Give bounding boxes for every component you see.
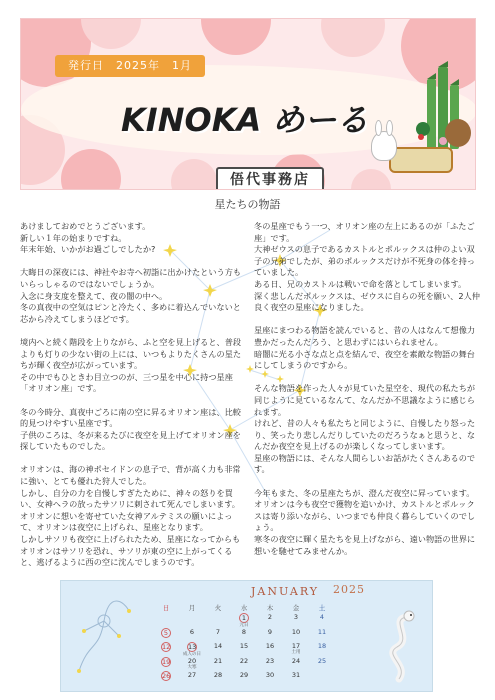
calendar-day-note: 土用 xyxy=(291,650,301,655)
calendar-day xyxy=(205,628,231,642)
calendar-weekday: 金 xyxy=(292,603,300,612)
calendar-weekday: 木 xyxy=(266,603,274,612)
article-paragraph: 星座にまつわる物語を読んでいると、昔の人はなんて想像力豊かだったんだろう、と思わずにはいられません。 暗闇に光る小さな点と点を結んで、夜空を素敵な物語の舞台にしてしまうのですから。 xyxy=(254,325,476,371)
calendar-weekday: 水 xyxy=(240,603,248,612)
article-paragraph: オリオンは、海の神ポセイドンの息子で、背が高く力も非常に強い、とても優れた狩人でした。 しかし、自分の力を自慢しすぎたために、神々の怒りを買い、女神ヘラの放ったサソリに刺されて死んでしまいます。 オリオンに想いを寄せていた女神アルテミスの願いによって、オリオンは夜空に上げられ、星座となります。 しかしサソリも夜空に上げられたため、星座になってからもオリオンはサソリを恐れ、サソリが東の空に上がってくると、逃げるように西の空に沈んでしまうのです。 xyxy=(20,464,241,568)
calendar-day-number: 9 xyxy=(267,628,273,636)
calendar-day-number: 8 xyxy=(241,628,247,636)
calendar-day-number: 16 xyxy=(265,642,275,650)
header-banner xyxy=(20,18,476,190)
calendar-day xyxy=(179,613,205,628)
calendar-day-number: 22 xyxy=(239,657,249,665)
calendar-day xyxy=(309,671,335,685)
calendar-year: 2025 xyxy=(333,583,365,596)
calendar-week-row xyxy=(153,628,335,642)
shop-name-plate: 俉代事務店 xyxy=(216,167,324,190)
calendar-day-number: 1 xyxy=(239,613,249,623)
calendar-grid xyxy=(153,601,335,685)
calendar-day-number: 2 xyxy=(267,613,273,621)
calendar-day-number: 19 xyxy=(162,658,171,666)
article-left-column xyxy=(20,221,246,580)
calendar-day-number: 5 xyxy=(161,628,171,638)
calendar-day xyxy=(153,628,179,642)
calendar-day xyxy=(283,628,309,642)
calendar-month: JANUARY xyxy=(251,585,320,598)
calendar-weekday: 土 xyxy=(318,603,326,612)
article-paragraph: あけましておめでとうございます。 新しい１年の始まりですね。 年末年始、いかがお過ごしでしたか? xyxy=(20,221,156,255)
calendar-day xyxy=(205,613,231,628)
calendar-day xyxy=(257,671,283,685)
calendar-day-number: 31 xyxy=(291,671,301,679)
plum-flower-decoration xyxy=(351,169,391,190)
calendar-day xyxy=(153,671,179,685)
calendar-day xyxy=(283,613,309,628)
calendar-day-number: 6 xyxy=(189,628,195,636)
bear-mascot-icon xyxy=(445,119,471,147)
calendar-day-number: 20 xyxy=(187,657,197,665)
calendar-day xyxy=(231,628,257,642)
calendar-day xyxy=(179,628,205,642)
calendar-day xyxy=(153,613,179,628)
calendar-day-number: 14 xyxy=(213,642,223,650)
calendar-day-number: 28 xyxy=(213,671,223,679)
plum-flower-decoration xyxy=(61,149,121,190)
calendar-weekday: 月 xyxy=(188,603,196,612)
calendar-weekday: 火 xyxy=(214,603,222,612)
calendar-day-number: 10 xyxy=(291,628,301,636)
calendar-day xyxy=(205,657,231,671)
calendar-week-row xyxy=(153,642,335,657)
calendar-day-number: 11 xyxy=(317,628,327,636)
calendar-day-number: 29 xyxy=(239,671,249,679)
plum-flower-decoration xyxy=(171,159,217,190)
calendar-day xyxy=(231,657,257,671)
article-paragraph: 今年もまた、冬の星座たちが、澄んだ夜空に昇っています。 オリオンは今も夜空で獲物を追いかけ、カストルとポルックスは寄り添いながら、いつまでも仲良く暮らしていくのでしょう。 寒冬の夜空に輝く星たちを見上げながら、遠い物語の世界に想いを馳せてみませんか。 xyxy=(254,487,476,556)
calendar-weekday-row xyxy=(153,601,335,613)
calendar-day xyxy=(179,671,205,685)
article-paragraph: 冬の今時分、真夜中ごろに南の空に昇るオリオン座は、比較的見つけやすい星座です。 子供のころは、冬が来るたびに夜空を見上げてオリオン座を探していたものでした。 xyxy=(20,406,241,452)
calendar-day xyxy=(205,671,231,685)
calendar-day-number: 15 xyxy=(239,642,249,650)
calendar-day-note: 元日 xyxy=(239,623,249,628)
plum-flower-decoration xyxy=(321,18,385,57)
issue-date-badge: 発行日 2025年 1月 xyxy=(55,55,205,77)
calendar-day-number: 23 xyxy=(265,657,275,665)
rabbit-mascot-icon xyxy=(371,131,397,161)
kadomatsu-pot xyxy=(389,147,453,173)
calendar-day xyxy=(231,642,257,657)
calendar-day-note: 大寒 xyxy=(187,665,197,670)
calendar-day xyxy=(257,613,283,628)
calendar-day-number: 17 xyxy=(291,642,301,650)
calendar-day xyxy=(179,657,205,671)
calendar-day xyxy=(257,628,283,642)
calendar-day-number: 26 xyxy=(162,672,171,680)
calendar-week-row xyxy=(153,657,335,671)
article-paragraph: そんな物語を作った人々が見ていた星空を、現代の私たちが同じように見ているなんて、なんだか不思議なように感じられます。 けれど、昔の人々も私たちと同じように、自慢したり怒ったり、笑ったり悲しんだりしていたのだろうなぁと思うと、なんだか夜空を見上げるのが楽しくなってしまいます。 星座の物語には、そんな人間らしいお話がたくさんあるのです。 xyxy=(254,383,476,475)
calendar-day xyxy=(257,642,283,657)
plum-flower-decoration xyxy=(201,18,271,55)
calendar-day-number: 27 xyxy=(187,671,197,679)
calendar-weekday: 日 xyxy=(162,603,170,612)
calendar-day xyxy=(205,642,231,657)
calendar-day xyxy=(309,642,335,657)
article-right-column xyxy=(254,221,480,569)
calendar-day-number: 21 xyxy=(213,657,223,665)
article-title: 星たちの物語 xyxy=(214,198,281,211)
calendar-day-number: 13 xyxy=(188,643,197,651)
calendar-day xyxy=(309,613,335,628)
calendar-day xyxy=(179,642,205,657)
calendar-day xyxy=(153,657,179,671)
calendar-week-row xyxy=(153,671,335,685)
calendar-day xyxy=(231,671,257,685)
calendar-day-number: 3 xyxy=(293,613,299,621)
calendar-day xyxy=(257,657,283,671)
calendar-day-number: 18 xyxy=(317,642,327,650)
calendar-day-note: 成人の日 xyxy=(183,652,201,657)
calendar-day-number: 25 xyxy=(317,657,327,665)
calendar-day xyxy=(309,657,335,671)
calendar-week-row xyxy=(153,613,335,628)
calendar-day xyxy=(231,613,257,628)
calendar-body xyxy=(153,613,335,685)
calendar-day-number: 4 xyxy=(319,613,325,621)
calendar-day xyxy=(283,671,309,685)
newsletter-title: KINOKA めーる xyxy=(121,101,369,139)
calendar-day-number: 7 xyxy=(215,628,221,636)
calendar-day xyxy=(283,642,309,657)
calendar-day-number: 24 xyxy=(291,657,301,665)
constellation-sketch-icon xyxy=(69,591,139,681)
article-paragraph: 境内へと続く階段を上りながら、ふと空を見上げると、普段よりも灯りの少ない街の上には、いつもよりたくさんの星たちが輝く夜空が広がっています。 その中でもひときわ目立つのが、三つ星を中心に持つ星座「オリオン座」です。 xyxy=(20,336,242,394)
snake-illustration xyxy=(379,609,419,689)
calendar-day xyxy=(309,628,335,642)
calendar-day xyxy=(153,642,179,657)
calendar-day-number: 30 xyxy=(265,671,275,679)
january-calendar xyxy=(60,580,433,692)
calendar-day-number: 12 xyxy=(162,643,171,651)
article-paragraph: 冬の星座でもう一つ、オリオン座の左上にあるのが「ふたご座」です。 大神ゼウスの息子であるカストルとポルックスは仲のよい双子の兄弟でしたが、弟のポルックスだけが不死身の体を持っていました。 ある日、兄のカストルは戦いで命を落としてしまいます。 深く悲しんだポルックスは、ゼウスに自らの死を願い、2人仲良く夜空の星座になりました。 xyxy=(254,221,480,313)
article-paragraph: 大晦日の深夜には、神社やお寺へ初詣に出かけたという方もいらっしゃるのではないでしょうか。 入念に身支度を整えて、夜の闇の中へ。 冬の真夜中の空気はピンと冷たく、多めに着込んでいないと芯から冷えてしまうほどです。 xyxy=(20,267,242,324)
calendar-day xyxy=(283,657,309,671)
